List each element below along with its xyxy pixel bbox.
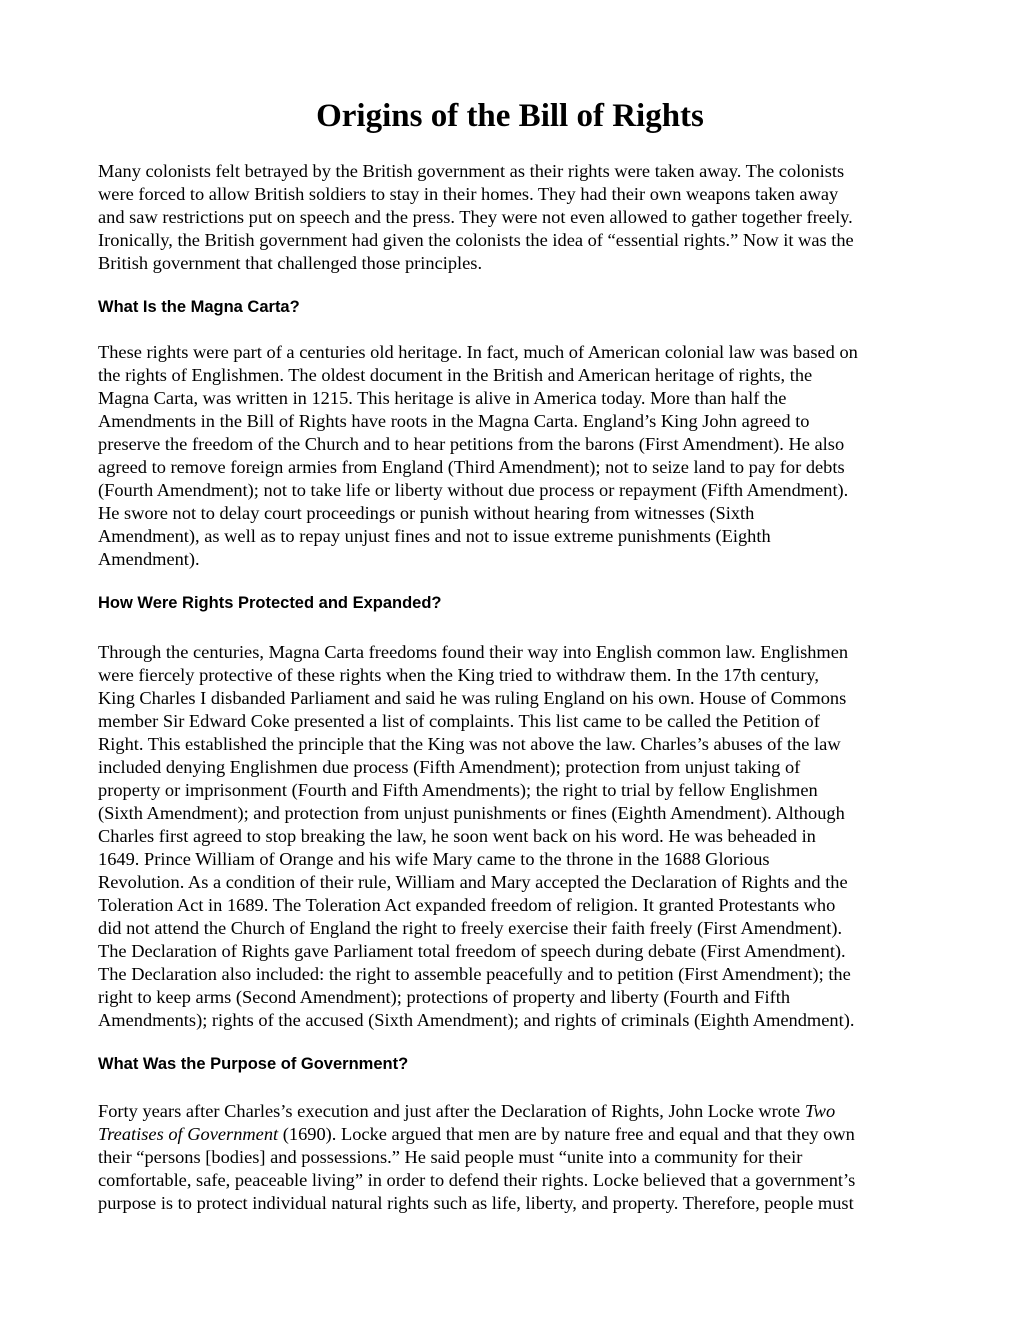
text-line bbox=[98, 1146, 958, 1169]
text-line bbox=[98, 183, 958, 206]
text-line bbox=[98, 206, 958, 229]
text-segment: Toleration Act in 1689. The Toleration Act expanded freedom of religion. It granted Protestants who bbox=[98, 895, 836, 915]
text-line bbox=[98, 664, 958, 687]
text-line bbox=[98, 986, 958, 1009]
text-line bbox=[98, 433, 958, 456]
text-line bbox=[98, 1192, 958, 1215]
text-line bbox=[98, 848, 958, 871]
text-segment: Amendment), as well as to repay unjust fines and not to issue extreme punishments (Eighth bbox=[98, 526, 771, 546]
text-line bbox=[98, 160, 958, 183]
paragraph bbox=[98, 160, 958, 275]
text-segment: purpose is to protect individual natural rights such as life, liberty, and property. Therefore, people must bbox=[98, 1193, 854, 1213]
text-line bbox=[98, 641, 958, 664]
text-segment: Right. This established the principle that the King was not above the law. Charles’s abuses of the law bbox=[98, 734, 841, 754]
text-segment: were fiercely protective of these rights when the King tried to withdraw them. In the 17th century, bbox=[98, 665, 819, 685]
text-segment: Amendment). bbox=[98, 549, 200, 569]
text-line bbox=[98, 871, 958, 894]
text-segment: Charles first agreed to stop breaking the law, he soon went back on his word. He was beheaded in bbox=[98, 826, 816, 846]
text-segment: the rights of Englishmen. The oldest document in the British and American heritage of rights, the bbox=[98, 365, 813, 385]
text-line bbox=[98, 963, 958, 986]
text-line bbox=[98, 802, 958, 825]
text-segment: preserve the freedom of the Church and to hear petitions from the barons (First Amendment). He also bbox=[98, 434, 845, 454]
paragraph bbox=[98, 341, 958, 571]
italic-title-text: Treatises of Government bbox=[98, 1124, 279, 1144]
text-line bbox=[98, 756, 958, 779]
text-segment: He swore not to delay court proceedings or punish without hearing from witnesses (Sixth bbox=[98, 503, 755, 523]
text-line bbox=[98, 341, 958, 364]
text-segment: Revolution. As a condition of their rule, William and Mary accepted the Declaration of Rights and the bbox=[98, 872, 848, 892]
text-line bbox=[98, 710, 958, 733]
text-segment: Through the centuries, Magna Carta freedoms found their way into English common law. Englishmen bbox=[98, 642, 849, 662]
text-segment: Forty years after Charles’s execution and just after the Declaration of Rights, John Locke wrote bbox=[98, 1101, 805, 1121]
text-segment: did not attend the Church of England the right to freely exercise their faith freely (First Amendment). bbox=[98, 918, 843, 938]
text-line bbox=[98, 456, 958, 479]
text-line bbox=[98, 1123, 958, 1146]
text-segment: their “persons [bodies] and possessions.” He said people must “unite into a community for their bbox=[98, 1147, 803, 1167]
italic-title-text: Two bbox=[804, 1101, 836, 1121]
text-segment: The Declaration also included: the right to assemble peacefully and to petition (First Amendment); the bbox=[98, 964, 851, 984]
text-segment: (Fourth Amendment); not to take life or liberty without due process or repayment (Fifth Amendment). bbox=[98, 480, 849, 500]
text-line bbox=[98, 917, 958, 940]
text-line bbox=[98, 502, 958, 525]
text-line bbox=[98, 548, 958, 571]
text-segment: The Declaration of Rights gave Parliament total freedom of speech during debate (First Amendment). bbox=[98, 941, 846, 961]
text-segment: (1690). Locke argued that men are by nature free and equal and that they own bbox=[278, 1124, 855, 1144]
text-segment: agreed to remove foreign armies from England (Third Amendment); not to seize land to pay for debts bbox=[98, 457, 845, 477]
text-segment: and saw restrictions put on speech and the press. They were not even allowed to gather together freely. bbox=[98, 207, 853, 227]
section-heading: What Was the Purpose of Government? bbox=[98, 1055, 409, 1073]
text-line bbox=[98, 733, 958, 756]
text-segment: Amendments in the Bill of Rights have roots in the Magna Carta. England’s King John agreed to bbox=[98, 411, 810, 431]
text-line bbox=[98, 687, 958, 710]
section-heading: How Were Rights Protected and Expanded? bbox=[98, 594, 442, 612]
text-segment: King Charles I disbanded Parliament and said he was ruling England on his own. House of Commons bbox=[98, 688, 847, 708]
text-line bbox=[98, 252, 958, 275]
text-line bbox=[98, 779, 958, 802]
text-segment: Ironically, the British government had given the colonists the idea of “essential rights.” Now it was the bbox=[98, 230, 854, 250]
text-line bbox=[98, 825, 958, 848]
paragraph bbox=[98, 1100, 958, 1215]
text-line bbox=[98, 387, 958, 410]
text-segment: comfortable, safe, peaceable living” in order to defend their rights. Locke believed that a government’s bbox=[98, 1170, 856, 1190]
text-segment: Amendments); rights of the accused (Sixth Amendment); and rights of criminals (Eighth Amendment). bbox=[98, 1010, 855, 1030]
text-segment: British government that challenged those principles. bbox=[98, 253, 483, 273]
text-segment: property or imprisonment (Fourth and Fifth Amendments); the right to trial by fellow Englishmen bbox=[98, 780, 818, 800]
text-line bbox=[98, 364, 958, 387]
text-segment: right to keep arms (Second Amendment); protections of property and liberty (Fourth and Fifth bbox=[98, 987, 791, 1007]
text-line bbox=[98, 894, 958, 917]
text-line bbox=[98, 410, 958, 433]
text-line bbox=[98, 229, 958, 252]
text-segment: (Sixth Amendment); and protection from unjust punishments or fines (Eighth Amendment). Although bbox=[98, 803, 845, 823]
text-line bbox=[98, 525, 958, 548]
text-segment: These rights were part of a centuries old heritage. In fact, much of American colonial law was based on bbox=[98, 342, 858, 362]
text-segment: 1649. Prince William of Orange and his wife Mary came to the throne in the 1688 Glorious bbox=[98, 849, 770, 869]
text-segment: included denying Englishmen due process (Fifth Amendment); protection from unjust taking of bbox=[98, 757, 801, 777]
text-line bbox=[98, 940, 958, 963]
text-segment: Magna Carta, was written in 1215. This heritage is alive in America today. More than half the bbox=[98, 388, 787, 408]
text-line bbox=[98, 1100, 958, 1123]
text-line bbox=[98, 1169, 958, 1192]
page-title: Origins of the Bill of Rights bbox=[316, 98, 704, 134]
text-segment: were forced to allow British soldiers to stay in their homes. They had their own weapons taken away bbox=[98, 184, 839, 204]
text-line bbox=[98, 1009, 958, 1032]
section-heading: What Is the Magna Carta? bbox=[98, 298, 300, 316]
text-line bbox=[98, 479, 958, 502]
text-segment: member Sir Edward Coke presented a list of complaints. This list came to be called the Petition of bbox=[98, 711, 820, 731]
text-segment: Many colonists felt betrayed by the British government as their rights were taken away. The colonists bbox=[98, 161, 845, 181]
paragraph bbox=[98, 641, 958, 1032]
